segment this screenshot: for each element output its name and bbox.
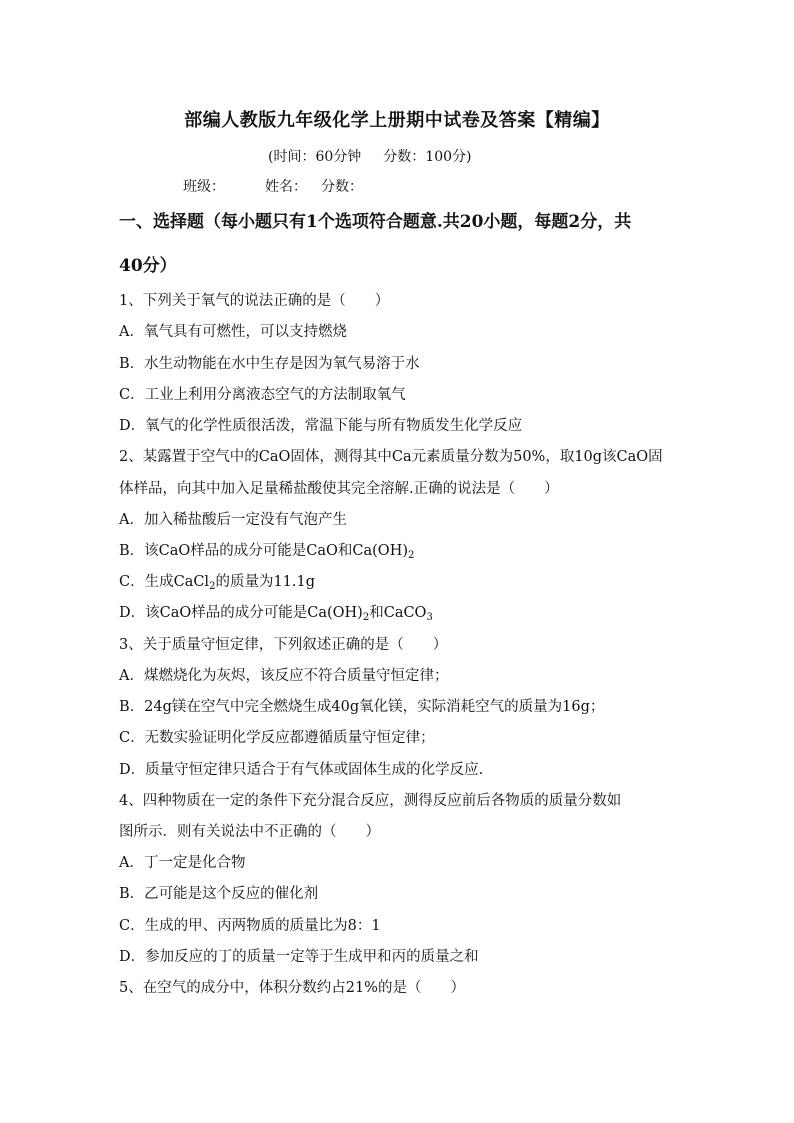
question-3-option-b: B．24g镁在空气中完全燃烧生成40g氧化镁，实际消耗空气的质量为16g；	[119, 699, 605, 715]
question-2-stem-line2: 体样品，向其中加入足量稀盐酸使其完全溶解.正确的说法是（ ）	[119, 481, 559, 497]
question-1-option-d: D．氧气的化学性质很活泼，常温下能与所有物质发生化学反应	[119, 418, 523, 434]
section-heading-line2: 40分）	[119, 256, 177, 276]
question-3-option-a: A．煤燃烧化为灰烬，该反应不符合质量守恒定律；	[119, 668, 449, 684]
section-heading	[119, 202, 689, 286]
question-4-stem-line1: 4、四种物质在一定的条件下充分混合反应，测得反应前后各物质的质量分数如	[119, 793, 622, 809]
question-2-option-b	[119, 539, 414, 560]
subscript: 3	[426, 612, 433, 623]
question-4-option-c: C．生成的甲、丙两物质的质量比为8：1	[119, 918, 381, 934]
question-3-stem: 3、关于质量守恒定律，下列叙述正确的是（ ）	[119, 637, 448, 653]
name-label: 姓名：	[265, 179, 307, 195]
question-4-option-d: D．参加反应的丁的质量一定等于生成甲和丙的质量之和	[119, 949, 479, 965]
question-1-option-c: C．工业上利用分离液态空气的方法制取氧气	[119, 387, 406, 403]
section-heading-line1: 一、选择题（每小题只有1个选项符合题意.共20小题，每题2分，共	[119, 212, 632, 232]
question-2-option-d-text-mid: 和CaCO	[369, 605, 427, 621]
subscript: 2	[209, 581, 216, 592]
question-2-option-d	[119, 601, 433, 622]
exam-meta	[268, 146, 471, 166]
question-4-stem-line2: 图所示．则有关说法中不正确的（ ）	[119, 824, 380, 840]
question-5-stem: 5、在空气的成分中，体积分数约占21%的是（ ）	[119, 980, 465, 996]
page-title: 部编人教版九年级化学上册期中试卷及答案【精编】	[184, 110, 610, 131]
subscript: 2	[362, 612, 370, 623]
question-2-option-c-text: C．生成CaCl	[119, 574, 210, 590]
question-1-stem: 1、下列关于氧气的说法正确的是（ ）	[119, 293, 390, 309]
question-4-option-b: B．乙可能是这个反应的催化剂	[119, 886, 319, 902]
question-3-option-d: D．质量守恒定律只适合于有气体或固体生成的化学反应.	[119, 762, 484, 778]
score-text: 分数：100分)	[383, 149, 472, 165]
class-label: 班级：	[183, 179, 225, 195]
question-2-option-a: A．加入稀盐酸后一定没有气泡产生	[119, 512, 347, 528]
question-2-option-b-text: B．该CaO样品的成分可能是CaO和Ca(OH)	[119, 543, 408, 559]
question-2-option-c	[119, 570, 315, 591]
question-1-option-b: B．水生动物能在水中生存是因为氧气易溶于水	[119, 356, 420, 372]
question-1-option-a: A．氧气具有可燃性，可以支持燃烧	[119, 324, 347, 340]
student-info-line	[183, 176, 363, 196]
question-4-option-a: A．丁一定是化合物	[119, 855, 246, 871]
subscript: 2	[408, 550, 415, 561]
time-text: (时间：60分钟	[268, 149, 362, 165]
question-2-option-c-text-end: 的质量为11.1g	[215, 574, 316, 590]
question-2-stem-line1: 2、某露置于空气中的CaO固体，测得其中Ca元素质量分数为50%，取10g该CaO固	[119, 449, 663, 465]
score-label: 分数：	[321, 179, 363, 195]
question-3-option-c: C．无数实验证明化学反应都遵循质量守恒定律；	[119, 730, 435, 746]
question-2-option-d-text: D．该CaO样品的成分可能是Ca(OH)	[119, 605, 363, 621]
